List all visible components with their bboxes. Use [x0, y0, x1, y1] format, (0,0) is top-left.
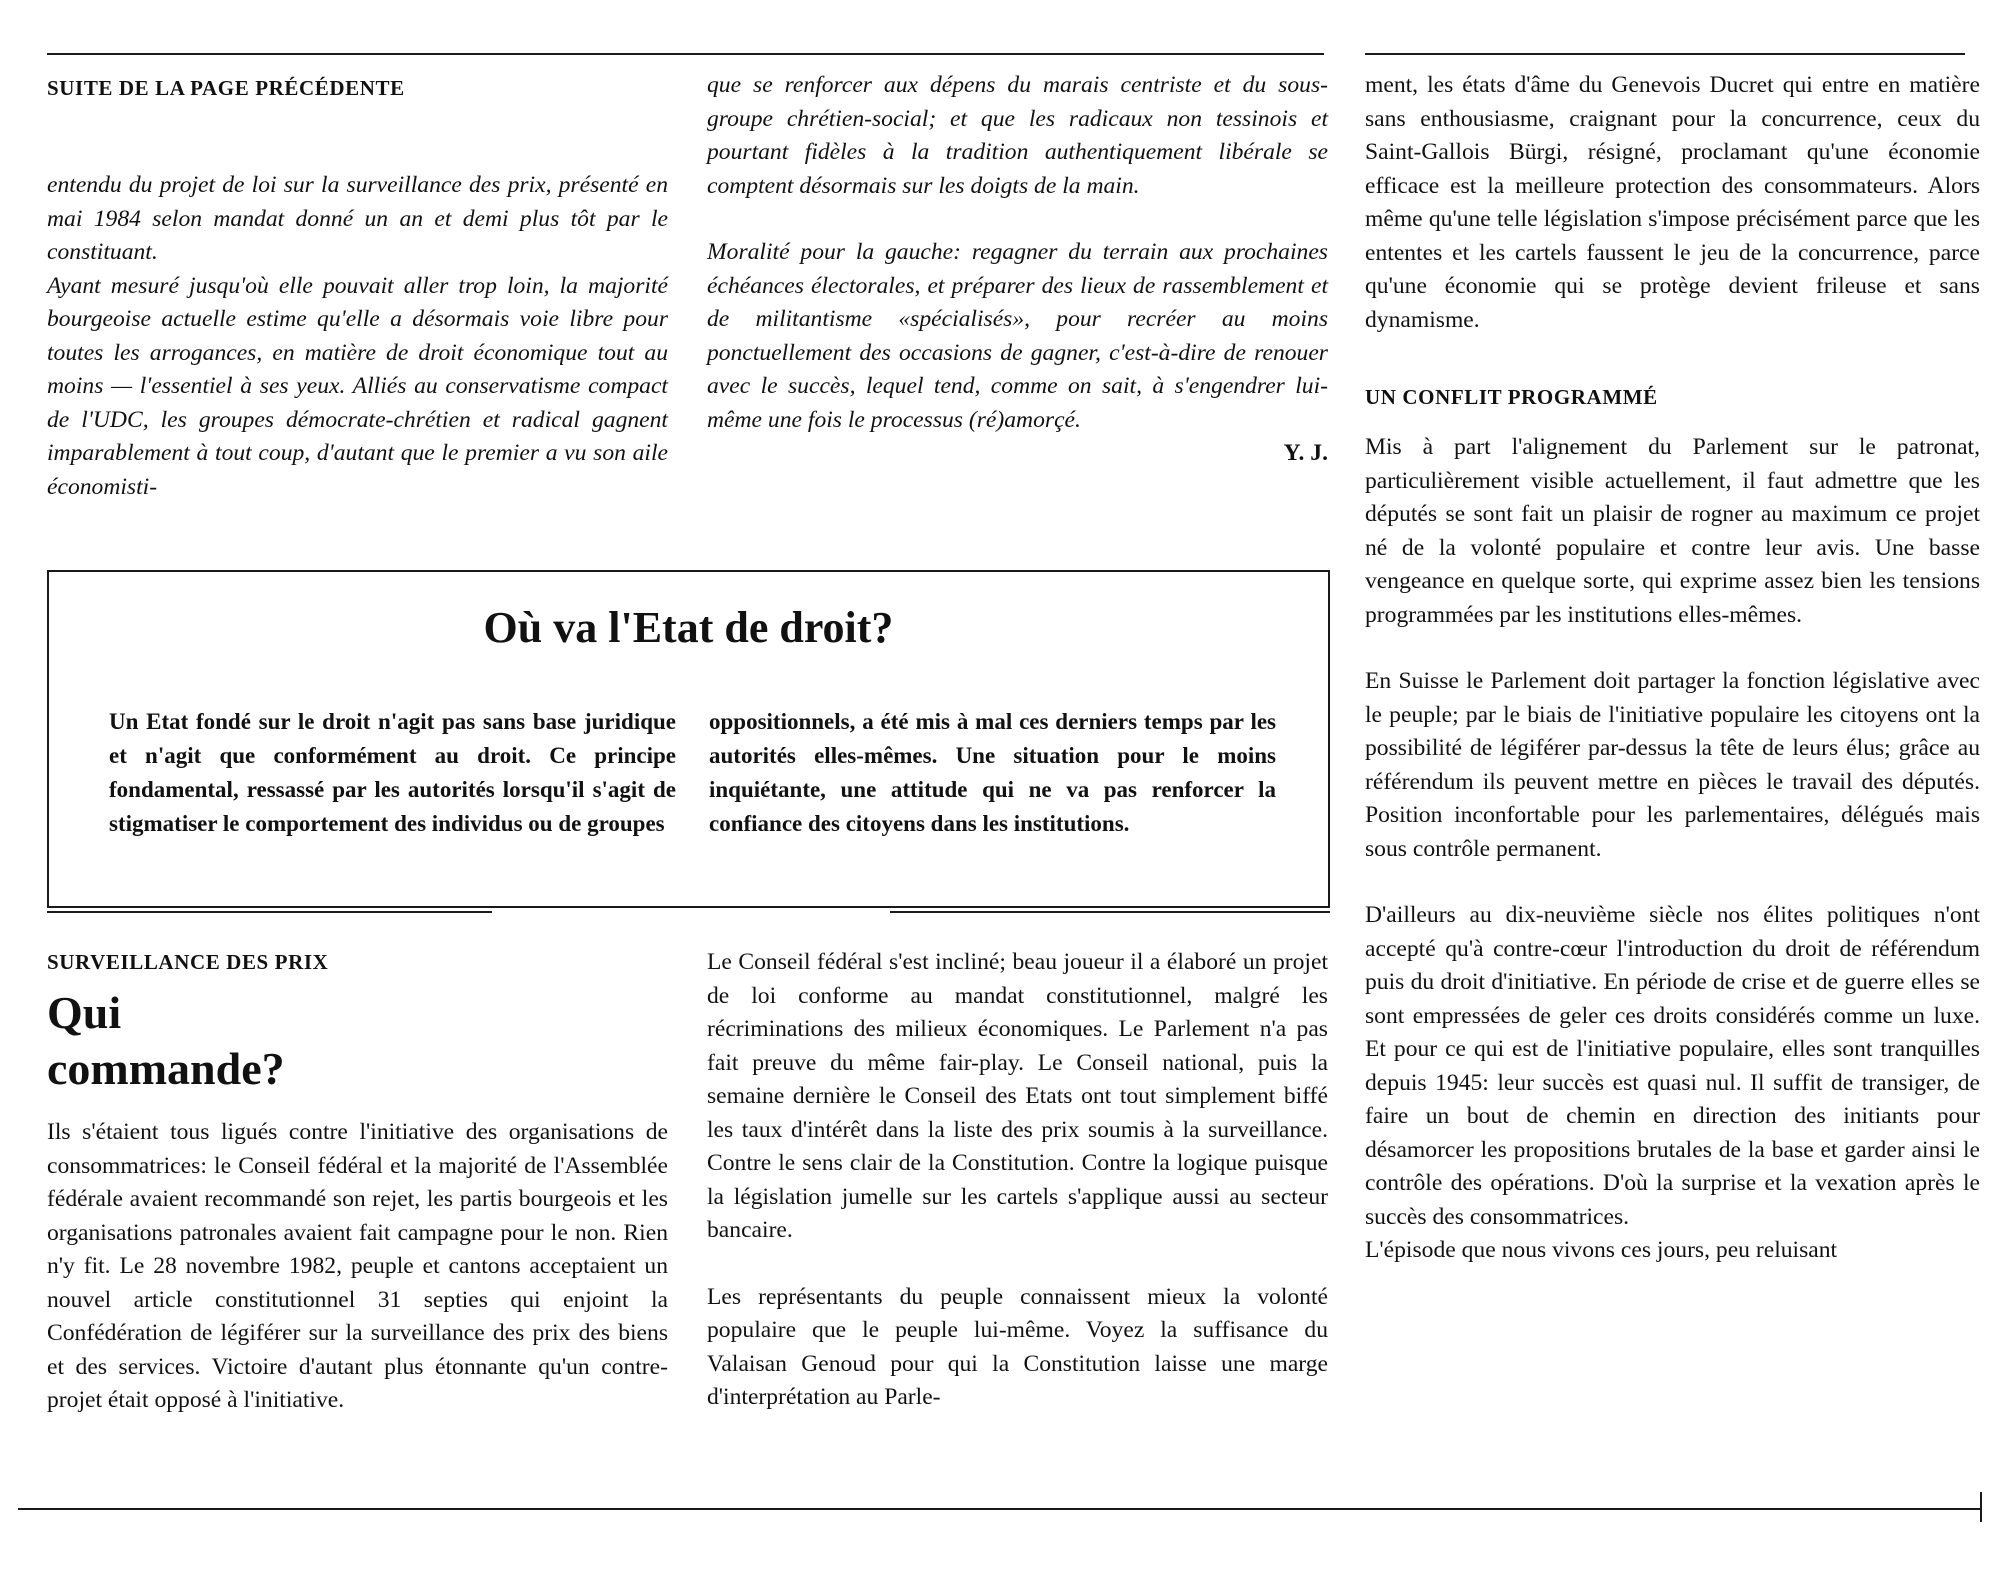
paragraph: que se renforcer aux dépens du marais centriste et du sous-groupe chrétien-social; et que les radicaux non tessinois et pourtant fidèles à la tradition authentiquement libérale se comptent désormais sur les doigts de la main.: [707, 72, 1328, 199]
headline-line: commande?: [47, 1043, 285, 1094]
paragraph: L'épisode que nous vivons ces jours, peu reluisant: [1365, 1237, 1838, 1263]
box-column-1: Un Etat fondé sur le droit n'agit pas sans base juridique et n'agit que conformément au droit. Ce principe fondamental, ressassé par les autorités lorsqu'il s'agit de stigmatiser le comportement des individus ou de groupes: [109, 709, 676, 836]
box-title: Où va l'Etat de droit?: [483, 603, 894, 652]
paragraph: entendu du projet de loi sur la surveillance des prix, présenté en mai 1984 selon mandat donné un an et demi plus tôt par le constituant.: [47, 172, 668, 265]
article-kicker: SURVEILLANCE DES PRIX: [47, 950, 329, 974]
paragraph: ment, les états d'âme du Genevois Ducret qui entre en matière sans enthousiasme, craignant pour la concurrence, ceux du Saint-Gallois Bürgi, résigné, proclamant qu'une économie efficace est la meilleure protection des consommateurs. Alors même qu'une telle législation s'impose précisément parce que les ententes et les cartels faussent le jeu de la concurrence, parce qu'une économie qui se protège devient frileuse et sans dynamisme.: [1365, 72, 1980, 333]
paragraph: Le Conseil fédéral s'est incliné; beau joueur il a élaboré un projet de loi conforme au mandat constitutionnel, malgré les récriminations des milieux économiques. Le Parlement n'a pas fait preuve du même fair-play. Le Conseil national, puis la semaine dernière le Conseil des Etats ont tout simplement biffé les taux d'intérêt dans la liste des prix soumis à la surveillance. Contre le sens clair de la Constitution. Contre la logique puisque la législation jumelle sur les cartels s'applique aussi au secteur bancaire.: [707, 949, 1328, 1243]
continuation-kicker: SUITE DE LA PAGE PRÉCÉDENTE: [47, 76, 405, 100]
right-column: [1365, 69, 1980, 1268]
box-gap-rule-left: [47, 911, 492, 913]
article-headline: [47, 985, 647, 1097]
top-rule-right: [1365, 53, 1965, 55]
article-column-2: [707, 946, 1328, 1415]
paragraph: Ayant mesuré jusqu'où elle pouvait aller trop loin, la majorité bourgeoise actuelle estime qu'elle a désormais voie libre pour toutes les arrogances, en matière de droit économique tout au moins — l'essentiel à ses yeux. Alliés au conservatisme compact de l'UDC, les groupes démocrate-chrétien et radical gagnent imparablement à tout coup, d'autant que le premier a vu son aile économisti-: [47, 272, 668, 500]
bottom-rule: [18, 1508, 1980, 1510]
paragraph: Les représentants du peuple connaissent mieux la volonté populaire que le peuple lui-même. Voyez la suffisance du Valaisan Genoud pour qui la Constitution laisse une marge d'interprétation au Parle-: [707, 1283, 1328, 1410]
section-subhead: UN CONFLIT PROGRAMMÉ: [1365, 385, 1658, 409]
editorial-box: [47, 570, 1330, 908]
article-column-1: [47, 1116, 668, 1418]
paragraph: En Suisse le Parlement doit partager la fonction législative avec le peuple; par le biais de l'initiative populaire les citoyens ont la possibilité de légiférer par-dessus la tête de leurs élus; grâce au référendum ils peuvent mettre en pièces le travail des députés. Position inconfortable pour les parlementaires, délégués mais sous contrôle permanent.: [1365, 668, 1980, 862]
paragraph: Moralité pour la gauche: regagner du terrain aux prochaines échéances électorales, et préparer des lieux de rassemblement et de militantisme «spécialisés», pour recréer au moins ponctuellement des occasions de gagner, c'est-à-dire de renouer avec le succès, lequel tend, comme on sait, à s'engendrer lui-même une fois le processus (ré)amorçé.: [707, 239, 1328, 433]
author-signature: Y. J.: [1283, 440, 1328, 466]
headline-line: Qui: [47, 987, 122, 1038]
top-column-1: [47, 169, 668, 504]
paragraph: Ils s'étaient tous ligués contre l'initiative des organisations de consommatrices: le Conseil fédéral et la majorité de l'Assemblée fédérale avaient recommandé son rejet, les partis bourgeois et les organisations patronales avaient fait campagne pour le non. Rien n'y fit. Le 28 novembre 1982, peuple et cantons acceptaient un nouvel article constitutionnel 31 septies qui enjoint la Confédération de légiférer sur la surveillance des prix des biens et des services. Victoire d'autant plus étonnante qu'un contre-projet était opposé à l'initiative.: [47, 1119, 668, 1413]
paragraph: Mis à part l'alignement du Parlement sur le patronat, particulièrement visible actuellement, il faut admettre que les députés se sont fait un plaisir de rogner au maximum ce projet né de la volonté populaire et contre leur avis. Une basse vengeance en quelque sorte, qui exprime assez bien les tensions programmées par les institutions elles-mêmes.: [1365, 434, 1980, 628]
paragraph: D'ailleurs au dix-neuvième siècle nos élites politiques n'ont accepté qu'à contre-cœur l'introduction du droit de référendum puis du droit d'initiative. En période de crise et de guerre elles se sont empressées de geler ces droits considérés comme un luxe. Et pour ce qui est de l'initiative populaire, elles sont tranquilles depuis 1945: leur succès est quasi nul. Il suffit de transiger, de faire un bout de chemin en direction des initiants pour désamorcer les propositions brutales de la base et garder ainsi le contrôle des opérations. D'où la surprise et la vexation après le succès des consommatrices.: [1365, 902, 1980, 1230]
box-gap-rule-right: [890, 911, 1330, 913]
box-column-2: oppositionnels, a été mis à mal ces derniers temps par les autorités elles-mêmes. Une situation pour le moins inquiétante, une attitude qui ne va pas renforcer la confiance des citoyens dans les institutions.: [709, 709, 1276, 836]
bottom-edge-mark: [1980, 1492, 1982, 1522]
top-rule-left: [47, 53, 1324, 55]
top-column-2: [707, 69, 1328, 471]
